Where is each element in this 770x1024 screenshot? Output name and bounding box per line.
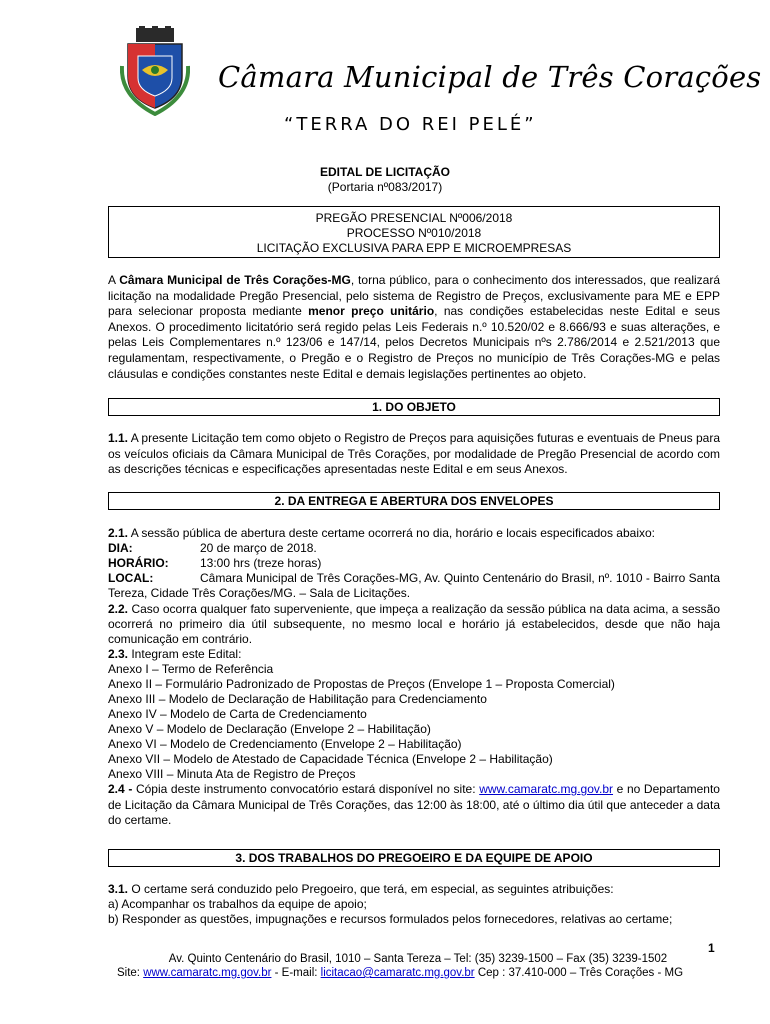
licitacao-type: LICITAÇÃO EXCLUSIVA PARA EPP E MICROEMPRESAS bbox=[256, 241, 572, 255]
clause-number: 2.2. bbox=[108, 602, 129, 616]
clause-number: 2.1. bbox=[108, 526, 129, 540]
annex-item: Anexo VI – Modelo de Credenciamento (Envelope 2 – Habilitação) bbox=[108, 737, 462, 751]
processo-number: PROCESSO Nº010/2018 bbox=[346, 226, 482, 240]
footer-address: Av. Quinto Centenário do Brasil, 1010 – Santa Tereza – Tel: (35) 3239-1500 – Fax (35) 3239-1502 bbox=[168, 953, 668, 965]
session-time: 13:00 hrs (treze horas) bbox=[200, 556, 322, 570]
session-date-row: DIA: 20 de março de 2018. bbox=[108, 541, 317, 555]
footer-site-label: Site: bbox=[116, 967, 144, 979]
annex-item: Anexo III – Modelo de Declaração de Habilitação para Credenciamento bbox=[108, 692, 487, 706]
annex-item: Anexo V – Modelo de Declaração (Envelope 2 – Habilitação) bbox=[108, 722, 431, 736]
clause-number: 1.1. bbox=[108, 431, 129, 445]
footer-email-link[interactable]: licitacao@camaratc.mg.gov.br bbox=[320, 967, 475, 979]
clause-text: Cópia deste instrumento convocatório estará disponível no site: bbox=[132, 782, 480, 796]
portaria-reference: (Portaria nº083/2017) bbox=[327, 180, 443, 194]
session-time-row: HORÁRIO: 13:00 hrs (treze horas) bbox=[108, 556, 322, 570]
clause-2-2 bbox=[108, 602, 720, 647]
intro-paragraph bbox=[108, 273, 720, 382]
duty-item-a: a) Acompanhar os trabalhos da equipe de apoio; bbox=[108, 897, 367, 911]
clause-text: Integram este Edital: bbox=[128, 647, 242, 661]
date-label: DIA bbox=[108, 541, 129, 555]
clause-text: A presente Licitação tem como objeto o Registro de Preços para aquisições futuras e eventuais de Pneus para os veículos oficiais da Câmara Municipal de Três Corações, por modalidade de Pregão Presencial de acordo com as descrições técnicas e especificações apresentadas neste Edital e em seus Anexos. bbox=[108, 431, 720, 477]
clause-number: 3.1. bbox=[108, 882, 129, 896]
session-location: Câmara Municipal de Três Corações-MG, Av. Quinto Centenário do Brasil, nº. 1010 - Bairro Santa Tereza, Cidade Três Corações/MG. – Sala de Licitações. bbox=[108, 571, 720, 600]
location-label: LOCAL bbox=[108, 571, 150, 585]
section-heading-pregoeiro: 3. DOS TRABALHOS DO PREGOEIRO E DA EQUIPE DE APOIO bbox=[108, 849, 720, 867]
website-link[interactable]: www.camaratc.mg.gov.br bbox=[479, 782, 614, 796]
clause-text-cont: e no Departamento de Licitação da Câmara Municipal de Três Corações, das 12:00 às 18:00, até o último dia útil que anteceder a data do certame. bbox=[108, 782, 720, 827]
time-label: HORÁRIO bbox=[108, 556, 165, 570]
clause-number: 2.3. bbox=[108, 647, 129, 661]
intro-criterion: menor preço unitário bbox=[308, 304, 435, 319]
intro-text-b: , torna público, para o conhecimento dos interessados, que realizará licitação na modalidade Pregão Presencial, pelo sistema de Registro de Preços, exclusivamente para ME e EPP para selecionar proposta mediante bbox=[108, 273, 721, 319]
annex-item: Anexo VIII – Minuta Ata de Registro de Preços bbox=[108, 767, 356, 781]
pregao-number: PREGÃO PRESENCIAL Nº006/2018 bbox=[315, 211, 513, 225]
clause-text: A sessão pública de abertura deste certame ocorrerá no dia, horário e locais especificados abaixo: bbox=[128, 526, 655, 540]
footer-site-link[interactable]: www.camaratc.mg.gov.br bbox=[143, 967, 272, 979]
clause-text: O certame será conduzido pelo Pregoeiro, que terá, em especial, as seguintes atribuições: bbox=[128, 882, 614, 896]
section-heading-objeto: 1. DO OBJETO bbox=[108, 398, 720, 416]
footer-postal: Cep : 37.410-000 – Três Corações - MG bbox=[474, 967, 684, 979]
intro-text-c: , nas condições estabelecidas neste Edital e seus Anexos. O procedimento licitatório será regido pelas Leis Federais n.º 10.520/02 e 8.666/93 e suas alterações, e pelas Leis Complementares n.º 123/06 e 147/14, pelos Decretos Municipais nºs 2.786/2014 e 2.521/2013 que regulamentam, respectivamente, o Pregão e o Registro de Preços no município de Três Corações-MG e pelas cláusulas e condições constantes neste Edital e demais legislações pertinentes ao objeto. bbox=[108, 304, 720, 381]
process-box bbox=[108, 206, 720, 258]
annex-item: Anexo I – Termo de Referência bbox=[108, 662, 274, 676]
section1-paragraph bbox=[108, 431, 720, 478]
annex-item: Anexo II – Formulário Padronizado de Propostas de Preços (Envelope 1 – Proposta Comercial) bbox=[108, 677, 615, 691]
municipal-crest-icon bbox=[120, 26, 190, 116]
clause-number: 2.4 - bbox=[108, 782, 133, 796]
clause-2-4 bbox=[108, 782, 720, 829]
duty-item-b: b) Responder as questões, impugnações e recursos formulados pelos fornecedores, relativas ao certame; bbox=[108, 912, 673, 926]
institution-name: Câmara Municipal de Três Corações bbox=[218, 60, 762, 94]
letterhead bbox=[120, 26, 762, 135]
annex-item: Anexo VII – Modelo de Atestado de Capacidade Técnica (Envelope 2 – Habilitação) bbox=[108, 752, 553, 766]
session-location-row: LOCAL: Câmara Municipal de Três Corações-MG, Av. Quinto Centenário do Brasil, nº. 1010 - Bairro Santa Tereza, Cidade Três Corações/MG. – Sala de Licitações. bbox=[108, 571, 720, 600]
clause-2-1 bbox=[108, 526, 720, 541]
intro-institution: Câmara Municipal de Três Corações-MG bbox=[119, 273, 351, 287]
footer-contacts bbox=[0, 967, 770, 979]
session-date: 20 de março de 2018. bbox=[200, 541, 317, 555]
institution-motto: “TERRA DO REI PELÉ” bbox=[284, 114, 537, 135]
clause-text: Caso ocorra qualquer fato superveniente, que impeça a realização da sessão pública na data acima, a sessão ocorrerá no primeiro dia útil subsequente, no mesmo local e horário já estabelecidos, desde que não haja comunicação em contrário. bbox=[108, 602, 720, 646]
clause-2-3 bbox=[108, 647, 720, 662]
page-number: 1 bbox=[708, 941, 715, 955]
footer-email-label: - E-mail: bbox=[271, 967, 321, 979]
intro-text-a: A bbox=[108, 273, 120, 287]
document-title: EDITAL DE LICITAÇÃO bbox=[320, 165, 450, 179]
section-heading-entrega: 2. DA ENTREGA E ABERTURA DOS ENVELOPES bbox=[108, 492, 720, 510]
clause-3-1 bbox=[108, 882, 720, 897]
annex-item: Anexo IV – Modelo de Carta de Credenciamento bbox=[108, 707, 367, 721]
